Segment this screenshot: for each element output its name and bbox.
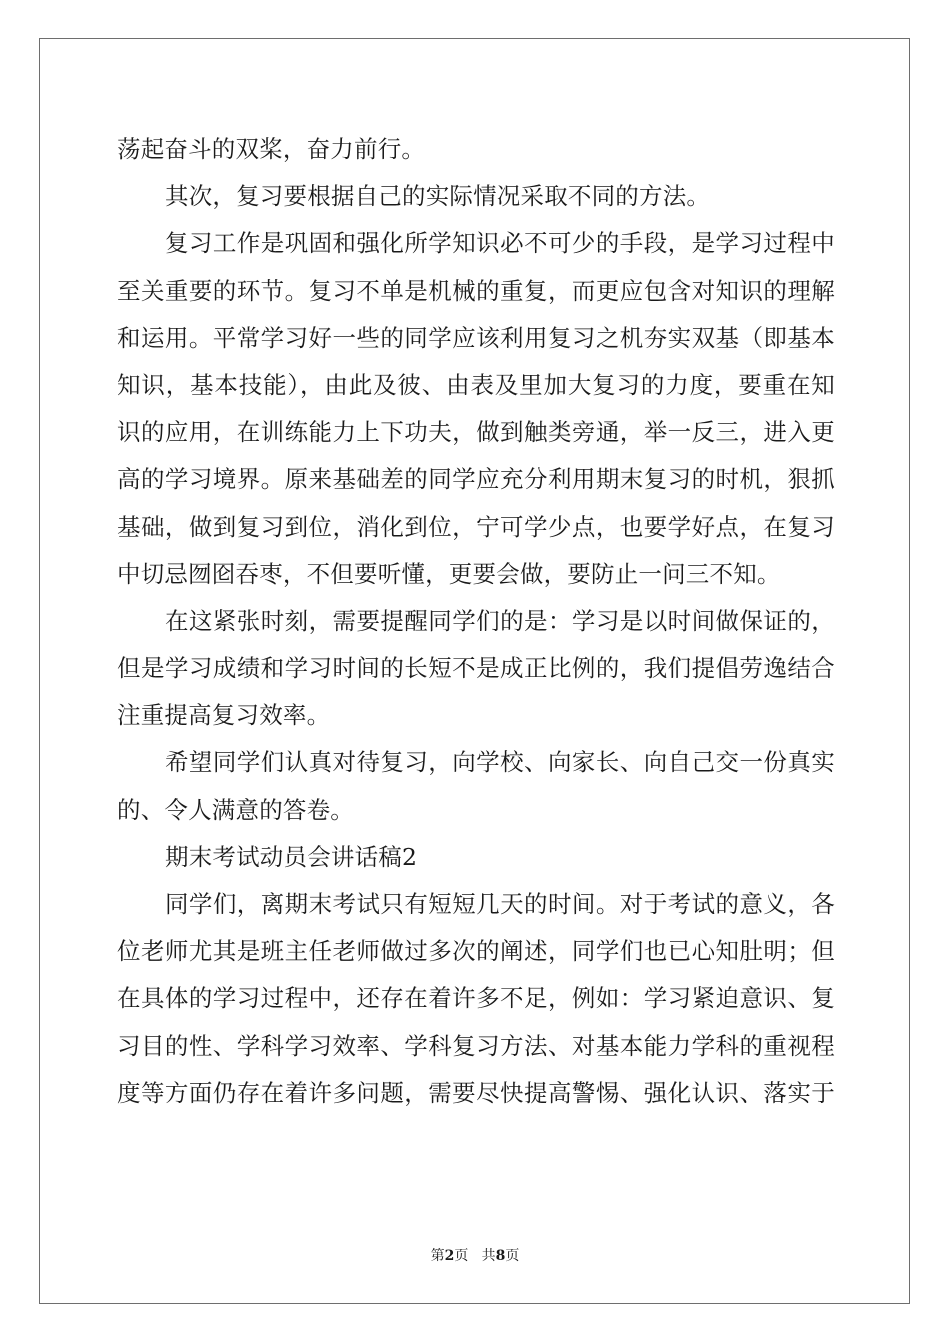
text-line: 其次，复习要根据自己的实际情况采取不同的方法。 [165, 182, 711, 211]
text-line: 位老师尤其是班主任老师做过多次的阐述，同学们也已心知肚明；但 [117, 937, 835, 966]
text-line: 基础，做到复习到位，消化到位，宁可学少点，也要学好点，在复习 [117, 512, 835, 541]
text-line: 在这紧张时刻，需要提醒同学们的是：学习是以时间做保证的， [165, 606, 835, 635]
text-line: 度等方面仍存在着许多问题，需要尽快提高警惕、强化认识、落实于 [117, 1078, 835, 1107]
total-pages: 8 [495, 1248, 506, 1264]
text-line: 复习工作是巩固和强化所学知识必不可少的手段，是学习过程中 [165, 229, 835, 258]
text-line: 和运用。平常学习好一些的同学应该利用复习之机夯实双基（即基本 [117, 323, 835, 352]
page-prefix: 第 [430, 1248, 445, 1264]
text-line: 在具体的学习过程中，还存在着许多不足，例如：学习紧迫意识、复 [117, 984, 835, 1013]
page-suffix: 页 [454, 1248, 469, 1264]
text-line: 但是学习成绩和学习时间的长短不是成正比例的，我们提倡劳逸结合 [117, 654, 835, 683]
text-line: 知识，基本技能），由此及彼、由表及里加大复习的力度，要重在知 [117, 370, 835, 399]
text-line: 中切忌囫囵吞枣，不但要听懂，更要会做，要防止一问三不知。 [117, 559, 781, 588]
section-heading: 期末考试动员会讲话稿2 [165, 842, 418, 871]
total-suffix: 页 [505, 1248, 520, 1264]
text-line: 的、令人满意的答卷。 [117, 795, 354, 824]
page-number: 2 [444, 1248, 455, 1264]
page-footer [0, 1246, 950, 1266]
text-line: 习目的性、学科学习效率、学科复习方法、对基本能力学科的重视程 [117, 1031, 835, 1060]
text-line: 至关重要的环节。复习不单是机械的重复，而更应包含对知识的理解 [117, 276, 835, 305]
text-line: 高的学习境界。原来基础差的同学应充分利用期末复习的时机，狠抓 [117, 465, 835, 494]
text-line: 注重提高复习效率。 [117, 701, 331, 730]
text-line: 荡起奋斗的双桨，奋力前行。 [117, 135, 426, 163]
text-line: 识的应用，在训练能力上下功夫，做到触类旁通，举一反三，进入更 [117, 418, 835, 447]
document-body [117, 126, 835, 1117]
total-prefix: 共 [481, 1248, 496, 1264]
text-line: 同学们，离期末考试只有短短几天的时间。对于考试的意义，各 [165, 890, 835, 918]
text-line: 希望同学们认真对待复习，向学校、向家长、向自己交一份真实 [165, 748, 835, 777]
